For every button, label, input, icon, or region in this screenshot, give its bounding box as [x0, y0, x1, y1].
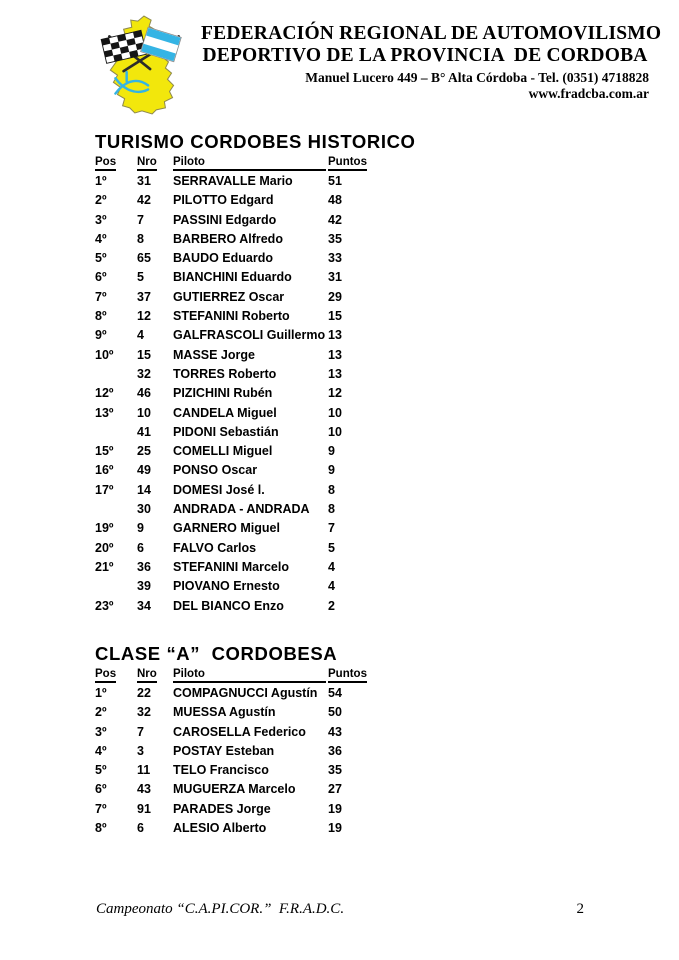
nro-cell: 7 — [137, 724, 144, 739]
puntos-cell: 8 — [328, 502, 335, 517]
puntos-cell: 9 — [328, 444, 335, 459]
puntos-cell: 35 — [328, 231, 342, 246]
table-row — [95, 191, 374, 210]
nro-cell: 15 — [137, 347, 151, 362]
nro-cell: 22 — [137, 686, 151, 700]
puntos-cell: 12 — [328, 386, 342, 401]
pos-cell: 6º — [95, 270, 107, 285]
table-row — [95, 577, 374, 596]
pos-cell: 4º — [95, 231, 107, 246]
puntos-cell: 8 — [328, 482, 335, 497]
pos-cell: 10º — [95, 347, 114, 362]
standings-body — [95, 684, 374, 838]
table-row — [95, 819, 374, 838]
nro-cell: 6 — [137, 821, 144, 836]
piloto-cell: PIDONI Sebastián — [173, 424, 279, 439]
table-row — [95, 404, 374, 423]
table-row — [95, 723, 374, 742]
championship-label: Campeonato “C.A.PI.COR.” F.R.A.D.C. — [96, 901, 345, 917]
nro-cell: 25 — [137, 444, 151, 459]
piloto-cell: GARNERO Miguel — [173, 521, 280, 536]
standings-body — [95, 172, 374, 616]
nro-cell: 36 — [137, 559, 151, 574]
pos-cell: 3º — [95, 724, 107, 739]
nro-cell: 91 — [137, 801, 151, 816]
piloto-cell: CANDELA Miguel — [173, 405, 277, 420]
nro-cell: 46 — [137, 386, 151, 401]
pos-cell: 16º — [95, 463, 114, 478]
piloto-cell: STEFANINI Roberto — [173, 309, 290, 324]
nro-cell: 10 — [137, 405, 151, 420]
table-row — [95, 384, 374, 403]
table-row — [95, 500, 374, 519]
piloto-cell: PARADES Jorge — [173, 801, 271, 816]
pos-cell: 15º — [95, 444, 114, 459]
nro-cell: 7 — [137, 212, 144, 227]
pos-cell: 21º — [95, 559, 114, 574]
piloto-cell: POSTAY Esteban — [173, 743, 275, 758]
pos-cell: 5º — [95, 763, 107, 778]
nro-cell: 49 — [137, 463, 151, 478]
puntos-cell: 5 — [328, 540, 335, 555]
federation-header-text — [201, 23, 662, 116]
nro-cell: 9 — [137, 521, 144, 536]
piloto-cell: COMPAGNUCCI Agustín — [173, 686, 318, 700]
piloto-cell: MUESSA Agustín — [173, 705, 276, 720]
nro-cell: 65 — [137, 251, 151, 266]
table-row — [95, 326, 374, 345]
nro-cell: 34 — [137, 598, 151, 613]
nro-cell: 11 — [137, 763, 151, 778]
table-row — [95, 230, 374, 249]
pos-cell: 17º — [95, 482, 114, 497]
pos-cell: 3º — [95, 212, 107, 227]
puntos-cell: 33 — [328, 251, 342, 266]
puntos-cell: 10 — [328, 424, 342, 439]
table-header-row — [95, 156, 374, 172]
nro-cell: 32 — [137, 705, 151, 720]
piloto-cell: ANDRADA - ANDRADA — [173, 502, 310, 517]
puntos-cell: 43 — [328, 724, 342, 739]
table-row — [95, 268, 374, 287]
nro-cell: 6 — [137, 540, 144, 555]
table-row — [95, 703, 374, 722]
col-header-nro: Nro — [137, 668, 173, 684]
table-row — [95, 800, 374, 819]
section-title-clase-a: CLASE “A” CORDOBESA — [95, 643, 338, 664]
table-row — [95, 597, 374, 616]
puntos-cell: 10 — [328, 405, 342, 420]
table-row — [95, 307, 374, 326]
pos-cell: 19º — [95, 521, 114, 536]
standings-table-turismo-historico — [95, 156, 374, 616]
puntos-cell: 13 — [328, 328, 342, 343]
piloto-cell: BAUDO Eduardo — [173, 251, 273, 266]
nro-cell: 8 — [137, 231, 144, 246]
pos-cell: 5º — [95, 251, 107, 266]
section-title-turismo-historico: TURISMO CORDOBES HISTORICO — [95, 131, 416, 152]
pos-cell: 1º — [95, 686, 107, 700]
piloto-cell: PONSO Oscar — [173, 463, 258, 478]
col-header-nro: Nro — [137, 156, 173, 172]
piloto-cell: FALVO Carlos — [173, 540, 257, 555]
col-header-pos: Pos — [95, 156, 137, 172]
table-row — [95, 249, 374, 268]
puntos-cell: 29 — [328, 289, 342, 304]
puntos-cell: 19 — [328, 801, 342, 816]
pos-cell — [95, 577, 137, 596]
nro-cell: 39 — [137, 579, 151, 594]
nro-cell: 31 — [137, 174, 151, 188]
table-row — [95, 365, 374, 384]
table-row — [95, 519, 374, 538]
federation-address: Manuel Lucero 449 – B° Alta Córdoba - Tel. (0351) 4718828 — [305, 70, 649, 85]
piloto-cell: PIZICHINI Rubén — [173, 386, 273, 401]
piloto-cell: STEFANINI Marcelo — [173, 559, 289, 574]
pos-cell: 9º — [95, 328, 107, 343]
piloto-cell: PIOVANO Ernesto — [173, 579, 280, 594]
puntos-cell: 19 — [328, 821, 342, 836]
piloto-cell: GUTIERREZ Oscar — [173, 289, 285, 304]
page-footer — [96, 901, 584, 918]
table-row — [95, 780, 374, 799]
nro-cell: 37 — [137, 289, 151, 304]
table-row — [95, 423, 374, 442]
puntos-cell: 35 — [328, 763, 342, 778]
standings-table-clase-a — [95, 668, 374, 838]
nro-cell: 3 — [137, 743, 144, 758]
table-row — [95, 346, 374, 365]
nro-cell: 42 — [137, 193, 151, 208]
puntos-cell: 54 — [328, 686, 342, 700]
pos-cell: 23º — [95, 598, 114, 613]
nro-cell: 32 — [137, 366, 151, 381]
nro-cell: 43 — [137, 782, 151, 797]
table-row — [95, 461, 374, 480]
piloto-cell: ALESIO Alberto — [173, 821, 267, 836]
puntos-cell: 4 — [328, 559, 335, 574]
puntos-cell: 36 — [328, 743, 342, 758]
col-header-piloto: Piloto — [173, 156, 328, 172]
nro-cell: 41 — [137, 424, 151, 439]
federation-website: www.fradcba.com.ar — [528, 86, 649, 101]
piloto-cell: DOMESI José l. — [173, 482, 265, 497]
piloto-cell: MASSE Jorge — [173, 347, 255, 362]
puntos-cell: 51 — [328, 174, 342, 188]
pos-cell: 4º — [95, 743, 107, 758]
cordoba-province-silhouette — [110, 16, 173, 114]
puntos-cell: 31 — [328, 270, 342, 285]
nro-cell: 14 — [137, 482, 151, 497]
piloto-cell: BIANCHINI Eduardo — [173, 270, 292, 285]
table-row — [95, 761, 374, 780]
pos-cell: 7º — [95, 801, 107, 816]
puntos-cell: 7 — [328, 521, 335, 536]
pos-cell: 8º — [95, 821, 107, 836]
page-number: 2 — [576, 901, 584, 917]
col-header-puntos: Puntos — [328, 668, 374, 684]
table-row — [95, 481, 374, 500]
piloto-cell: PASSINI Edgardo — [173, 212, 277, 227]
puntos-cell: 15 — [328, 309, 342, 324]
puntos-cell: 50 — [328, 705, 342, 720]
pos-cell: 2º — [95, 705, 107, 720]
piloto-cell: TELO Francisco — [173, 763, 269, 778]
pos-cell — [95, 423, 137, 442]
puntos-cell: 9 — [328, 463, 335, 478]
pos-cell — [95, 500, 137, 519]
piloto-cell: COMELLI Miguel — [173, 444, 273, 459]
piloto-cell: CAROSELLA Federico — [173, 724, 306, 739]
table-row — [95, 288, 374, 307]
nro-cell: 12 — [137, 309, 151, 324]
piloto-cell: SERRAVALLE Mario — [173, 174, 293, 188]
table-row — [95, 539, 374, 558]
nro-cell: 30 — [137, 502, 151, 517]
pos-cell: 12º — [95, 386, 114, 401]
col-header-puntos: Puntos — [328, 156, 374, 172]
federation-name-line1: FEDERACIÓN REGIONAL DE AUTOMOVILISMO — [201, 23, 662, 44]
puntos-cell: 13 — [328, 366, 342, 381]
col-header-piloto: Piloto — [173, 668, 328, 684]
puntos-cell: 48 — [328, 193, 342, 208]
table-row — [95, 684, 374, 703]
pos-cell: 6º — [95, 782, 107, 797]
table-header-row — [95, 668, 374, 684]
col-header-pos: Pos — [95, 668, 137, 684]
puntos-cell: 27 — [328, 782, 342, 797]
piloto-cell: DEL BIANCO Enzo — [173, 598, 284, 613]
table-row — [95, 172, 374, 191]
pos-cell: 13º — [95, 405, 114, 420]
pos-cell: 7º — [95, 289, 107, 304]
puntos-cell: 4 — [328, 579, 335, 594]
federation-name-line2: DEPORTIVO DE LA PROVINCIA DE CORDOBA — [202, 45, 648, 66]
nro-cell: 5 — [137, 270, 144, 285]
puntos-cell: 13 — [328, 347, 342, 362]
pos-cell — [95, 365, 137, 384]
pos-cell: 1º — [95, 174, 107, 188]
pos-cell: 8º — [95, 309, 107, 324]
piloto-cell: MUGUERZA Marcelo — [173, 782, 296, 797]
piloto-cell: GALFRASCOLI Guillermo — [173, 328, 326, 343]
piloto-cell: TORRES Roberto — [173, 366, 277, 381]
table-row — [95, 558, 374, 577]
pos-cell: 20º — [95, 540, 114, 555]
puntos-cell: 2 — [328, 598, 335, 613]
nro-cell: 4 — [137, 328, 144, 343]
pos-cell: 2º — [95, 193, 107, 208]
piloto-cell: PILOTTO Edgard — [173, 193, 274, 208]
table-row — [95, 742, 374, 761]
puntos-cell: 42 — [328, 212, 342, 227]
table-row — [95, 211, 374, 230]
table-row — [95, 442, 374, 461]
federation-logo — [93, 14, 195, 116]
piloto-cell: BARBERO Alfredo — [173, 231, 283, 246]
page-header — [93, 14, 662, 116]
